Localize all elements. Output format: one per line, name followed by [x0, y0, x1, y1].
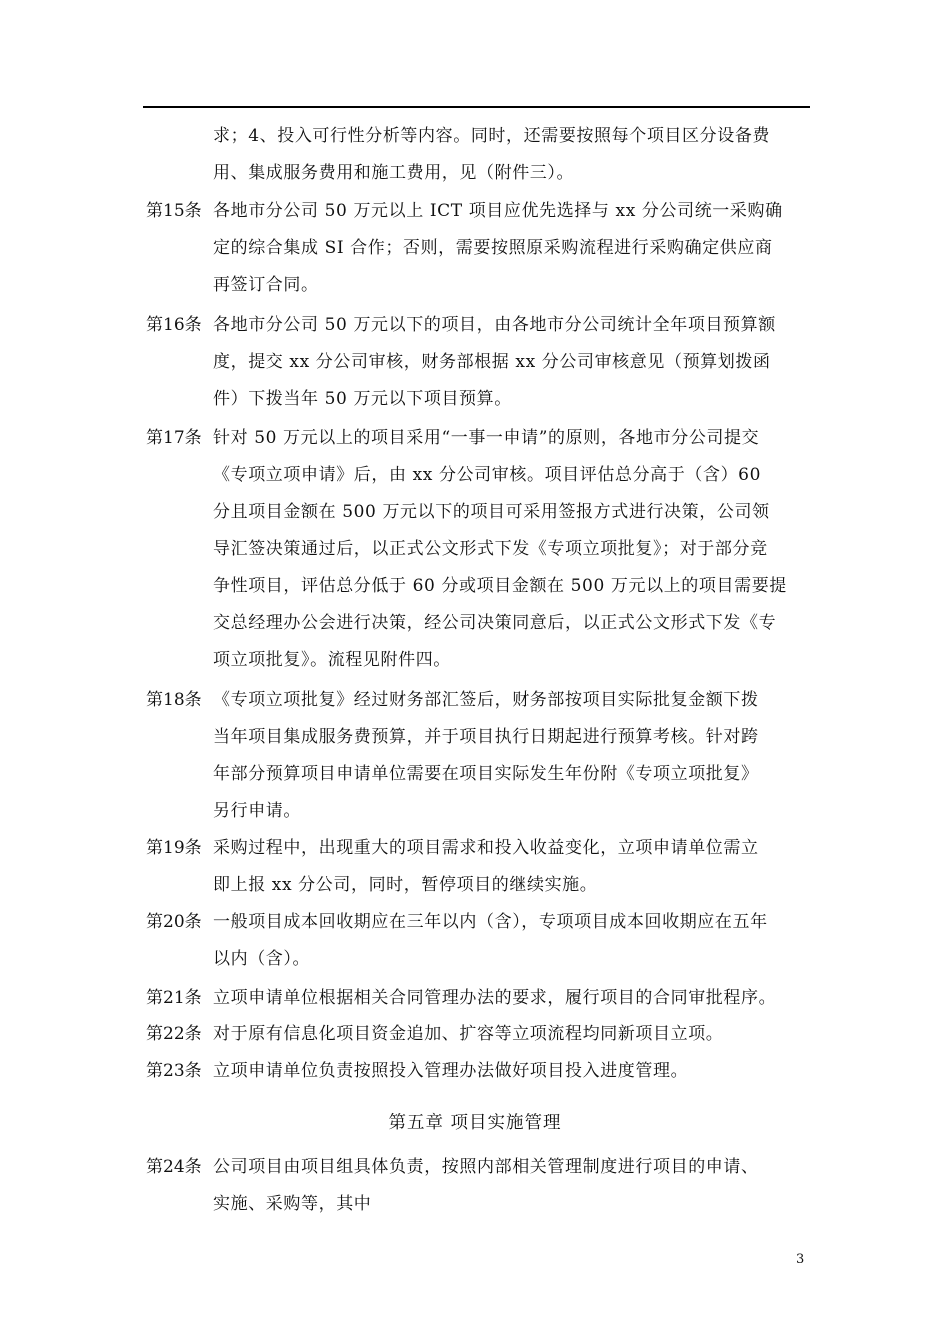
text-line: 当年项目集成服务费预算，并于项目执行日期起进行预算考核。针对跨	[213, 727, 759, 747]
text-line: 度，提交 xx 分公司审核，财务部根据 xx 分公司审核意见（预算划拨函	[213, 352, 771, 372]
header-rule	[143, 106, 810, 108]
article-label: 第15条	[146, 201, 202, 221]
article-label: 第20条	[146, 912, 202, 932]
text-line: 定的综合集成 SI 合作；否则，需要按照原采购流程进行采购确定供应商	[213, 238, 773, 258]
text-line: 交总经理办公会进行决策，经公司决策同意后，以正式公文形式下发《专	[213, 613, 777, 633]
text-line: 用、集成服务费用和施工费用，见（附件三）。	[213, 163, 575, 183]
text-line: 年部分预算项目申请单位需要在项目实际发生年份附《专项立项批复》	[213, 764, 759, 784]
text-line: 《专项立项申请》后，由 xx 分公司审核。项目评估总分高于（含）60	[213, 465, 762, 485]
page-number: 3	[796, 1252, 805, 1267]
text-line: 项立项批复》。流程见附件四。	[213, 650, 451, 670]
text-line: 各地市分公司 50 万元以上 ICT 项目应优先选择与 xx 分公司统一采购确	[213, 201, 783, 221]
text-line: 《专项立项批复》经过财务部汇签后，财务部按项目实际批复金额下拨	[213, 690, 759, 710]
text-line: 争性项目，评估总分低于 60 分或项目金额在 500 万元以上的项目需要提	[213, 576, 787, 596]
text-line: 公司项目由项目组具体负责，按照内部相关管理制度进行项目的申请、	[213, 1157, 759, 1177]
article-label: 第21条	[146, 988, 202, 1008]
text-line: 对于原有信息化项目资金追加、扩容等立项流程均同新项目立项。	[213, 1024, 724, 1044]
text-line: 即上报 xx 分公司，同时，暂停项目的继续实施。	[213, 875, 598, 895]
article-label: 第19条	[146, 838, 202, 858]
article-label: 第24条	[146, 1157, 202, 1177]
article-label: 第23条	[146, 1061, 202, 1081]
text-line: 针对 50 万元以上的项目采用“一事一申请”的原则，各地市分公司提交	[213, 428, 760, 448]
article-label: 第17条	[146, 428, 202, 448]
article-label: 第18条	[146, 690, 202, 710]
text-line: 导汇签决策通过后，以正式公文形式下发《专项立项批复》；对于部分竞	[213, 539, 768, 559]
article-label: 第22条	[146, 1024, 202, 1044]
text-line: 采购过程中，出现重大的项目需求和投入收益变化，立项申请单位需立	[213, 838, 759, 858]
text-line: 求；4、投入可行性分析等内容。同时，还需要按照每个项目区分设备费	[213, 126, 771, 146]
text-line: 分且项目金额在 500 万元以下的项目可采用签报方式进行决策，公司领	[213, 502, 770, 522]
article-label: 第16条	[146, 315, 202, 335]
text-line: 再签订合同。	[213, 275, 319, 295]
chapter-heading: 第五章 项目实施管理	[388, 1113, 562, 1133]
text-line: 立项申请单位根据相关合同管理办法的要求，履行项目的合同审批程序。	[213, 988, 777, 1008]
text-line: 另行申请。	[213, 801, 301, 821]
text-line: 件）下拨当年 50 万元以下项目预算。	[213, 389, 512, 409]
text-line: 一般项目成本回收期应在三年以内（含），专项项目成本回收期应在五年	[213, 912, 768, 932]
text-line: 各地市分公司 50 万元以下的项目，由各地市分公司统计全年项目预算额	[213, 315, 776, 335]
text-line: 以内（含）。	[213, 949, 311, 969]
text-line: 实施、采购等，其中	[213, 1194, 372, 1214]
text-line: 立项申请单位负责按照投入管理办法做好项目投入进度管理。	[213, 1061, 689, 1081]
